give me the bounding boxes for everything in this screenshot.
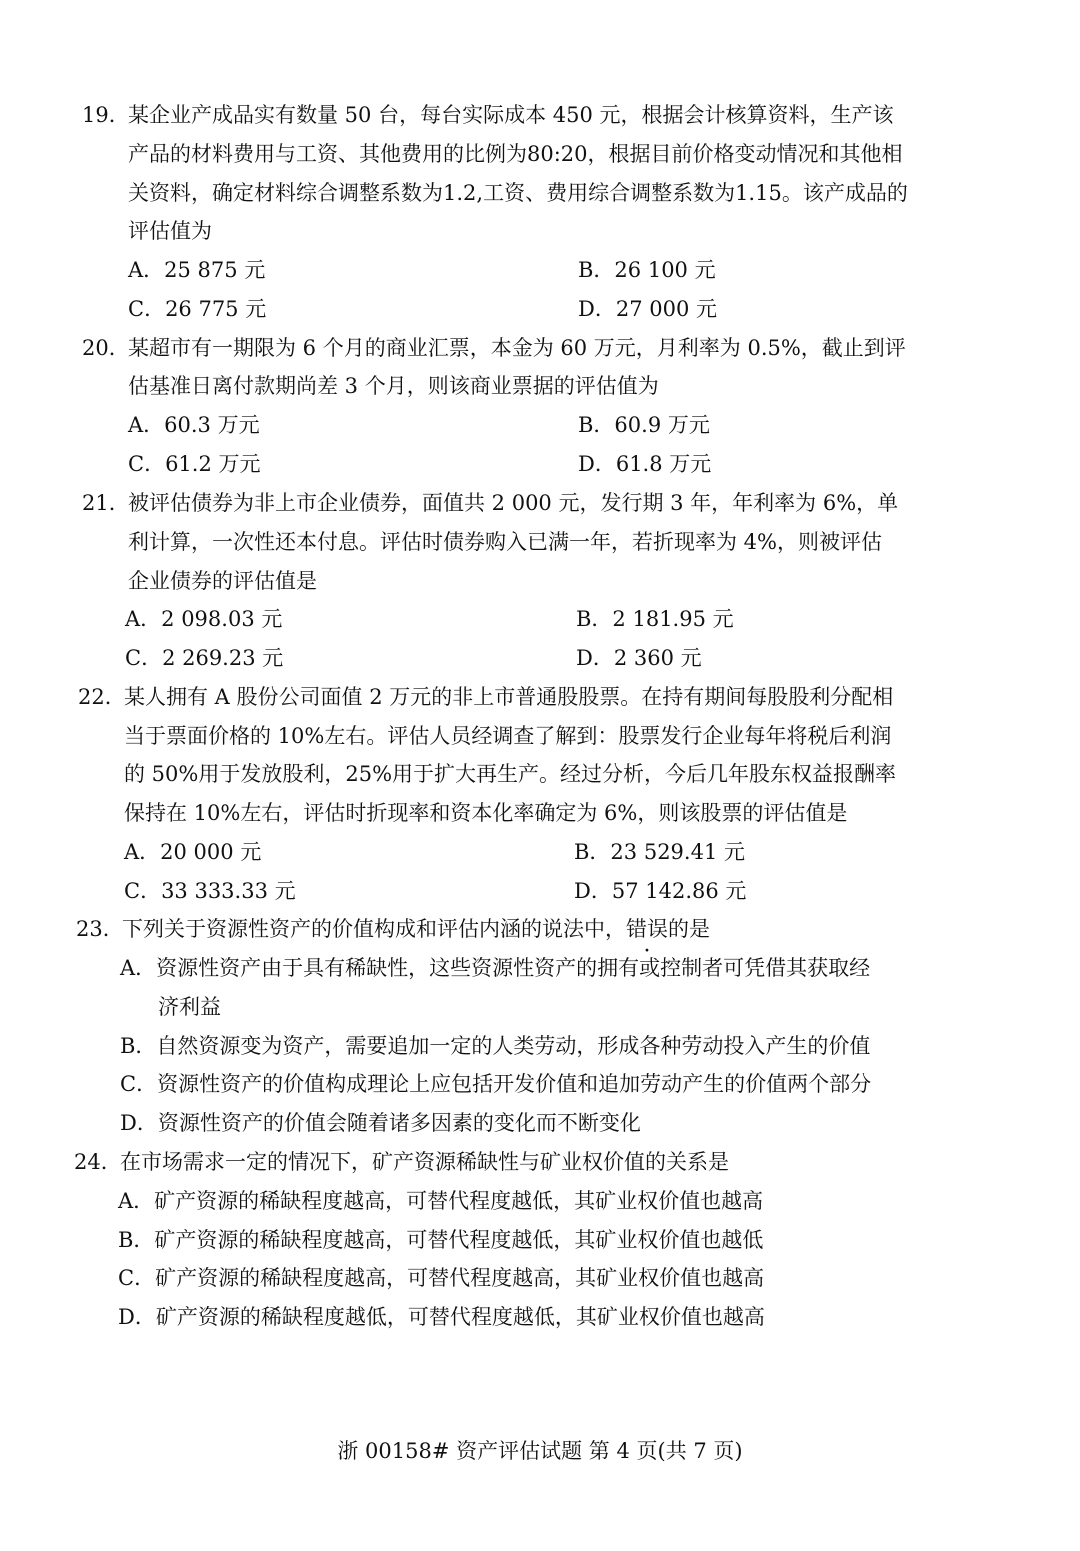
question-stem-line: 产品的材料费用与工资、其他费用的比例为80:20，根据目前价格变动情况和其他相 bbox=[128, 142, 903, 166]
option-d: D．矿产资源的稀缺程度越低，可替代程度越低，其矿业权价值也越高 bbox=[118, 1305, 765, 1329]
question-stem-line: 保持在 10%左右，评估时折现率和资本化率确定为 6%，则该股票的评估值是 bbox=[124, 801, 848, 825]
option-a: A．25 875 元 bbox=[128, 258, 266, 282]
option-b: B．2 181.95 元 bbox=[576, 607, 734, 631]
question-stem-line: 估基准日离付款期尚差 3 个月，则该商业票据的评估值为 bbox=[128, 374, 659, 398]
option-a-continued: 济利益 bbox=[158, 995, 221, 1019]
option-d: D．61.8 万元 bbox=[578, 452, 712, 476]
option-c: C．33 333.33 元 bbox=[124, 879, 296, 903]
question-stem-line: 在市场需求一定的情况下，矿产资源稀缺性与矿业权价值的关系是 bbox=[120, 1150, 729, 1174]
option-a: A．资源性资产由于具有稀缺性，这些资源性资产的拥有或控制者可凭借其获取经 bbox=[120, 956, 871, 980]
question-stem-line: 的 50%用于发放股利，25%用于扩大再生产。经过分析，今后几年股东权益报酬率 bbox=[124, 762, 897, 786]
question-stem-line: 利计算，一次性还本付息。评估时债券购入已满一年，若折现率为 4%，则被评估 bbox=[128, 530, 882, 554]
question-stem-line: 评估值为 bbox=[128, 219, 212, 243]
option-d: D．57 142.86 元 bbox=[574, 879, 747, 903]
option-d: D．27 000 元 bbox=[578, 297, 717, 321]
question-number: 19． bbox=[82, 103, 130, 127]
question-stem-line: 关资料，确定材料综合调整系数为1.2,工资、费用综合调整系数为1.15。该产成品的 bbox=[128, 181, 908, 205]
question-number: 23． bbox=[76, 917, 124, 941]
option-a: A．2 098.03 元 bbox=[125, 607, 283, 631]
question-stem-line: 当于票面价格的 10%左右。评估人员经调查了解到：股票发行企业每年将税后利润 bbox=[124, 724, 892, 748]
question-stem-line: 某人拥有 A 股份公司面值 2 万元的非上市普通股股票。在持有期间每股股利分配相 bbox=[124, 685, 894, 709]
option-c: C．资源性资产的价值构成理论上应包括开发价值和追加劳动产生的价值两个部分 bbox=[120, 1072, 872, 1096]
option-a: A．60.3 万元 bbox=[128, 413, 260, 437]
option-c: C．26 775 元 bbox=[128, 297, 267, 321]
option-b: B．60.9 万元 bbox=[578, 413, 710, 437]
option-d: D．资源性资产的价值会随着诸多因素的变化而不断变化 bbox=[120, 1111, 641, 1135]
question-stem-line: 某企业产成品实有数量 50 台，每台实际成本 450 元，根据会计核算资料，生产该 bbox=[128, 103, 894, 127]
option-b: B．26 100 元 bbox=[578, 258, 716, 282]
emphasis-text: 错误 bbox=[626, 917, 668, 941]
question-number: 22． bbox=[78, 685, 126, 709]
option-b: B．23 529.41 元 bbox=[574, 840, 745, 864]
option-b: B．自然资源变为资产，需要追加一定的人类劳动，形成各种劳动投入产生的价值 bbox=[120, 1034, 871, 1058]
option-a: A．矿产资源的稀缺程度越高，可替代程度越低，其矿业权价值也越高 bbox=[118, 1189, 764, 1213]
option-c: C．矿产资源的稀缺程度越高，可替代程度越高，其矿业权价值也越高 bbox=[118, 1266, 765, 1290]
question-stem-line: 企业债券的评估值是 bbox=[128, 569, 317, 593]
question-stem-line bbox=[122, 914, 710, 944]
stem-suffix: 的是 bbox=[668, 917, 710, 941]
question-number: 24． bbox=[74, 1150, 122, 1174]
option-c: C．61.2 万元 bbox=[128, 452, 261, 476]
option-d: D．2 360 元 bbox=[576, 646, 702, 670]
stem-prefix: 下列关于资源性资产的价值构成和评估内涵的说法中， bbox=[122, 917, 626, 941]
option-b: B．矿产资源的稀缺程度越高，可替代程度越低，其矿业权价值也越低 bbox=[118, 1228, 764, 1252]
option-a: A．20 000 元 bbox=[124, 840, 262, 864]
option-c: C．2 269.23 元 bbox=[125, 646, 284, 670]
question-stem-line: 被评估债券为非上市企业债券，面值共 2 000 元，发行期 3 年，年利率为 6%，单 bbox=[128, 491, 899, 515]
question-stem-line: 某超市有一期限为 6 个月的商业汇票，本金为 60 万元，月利率为 0.5%，截止到评 bbox=[128, 336, 906, 360]
page-footer: 浙 00158# 资产评估试题 第 4 页(共 7 页) bbox=[337, 1439, 743, 1463]
question-number: 20． bbox=[82, 336, 130, 360]
question-number: 21． bbox=[82, 491, 130, 515]
